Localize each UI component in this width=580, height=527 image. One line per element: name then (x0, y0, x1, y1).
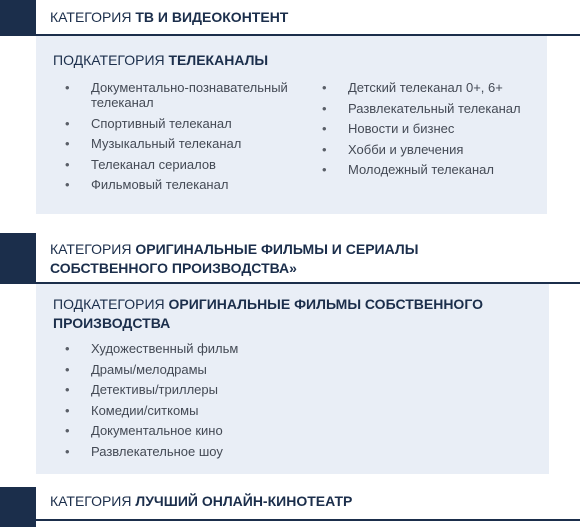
subcategory-prefix: ПОДКАТЕГОРИЯ (53, 296, 169, 312)
subcategory-name: ОРИГИНАЛЬНЫЕ ФИЛЬМЫ СОБСТВЕННОГО ПРОИЗВОДСТВА (53, 296, 483, 331)
category-name: ЛУЧШИЙ ОНЛАЙН-КИНОТЕАТР (135, 493, 353, 509)
list-item: • Детский телеканал 0+, 6+ (322, 80, 542, 95)
list-item: • Телеканал сериалов (65, 157, 305, 172)
subcategory-list-right (322, 80, 542, 183)
category-name: ТВ И ВИДЕОКОНТЕНТ (135, 9, 289, 25)
list-item: • Музыкальный телеканал (65, 136, 305, 151)
list-item: • Фильмовый телеканал (65, 177, 305, 192)
list-item: • Комедии/ситкомы (65, 403, 325, 418)
list-item: • Развлекательный телеканал (322, 101, 542, 116)
subcategory-prefix: ПОДКАТЕГОРИЯ (53, 52, 169, 68)
category-prefix: КАТЕГОРИЯ (50, 241, 136, 257)
list-item: • Новости и бизнес (322, 121, 542, 136)
list-item: • Документальное кино (65, 423, 325, 438)
category-underline (36, 519, 580, 521)
subcategory-list (65, 341, 325, 464)
category-marker (0, 487, 36, 527)
list-item: • Документально-познавательный телеканал (65, 80, 305, 110)
category-marker (0, 233, 36, 284)
category-name: ОРИГИНАЛЬНЫЕ ФИЛЬМЫ И СЕРИАЛЫ СОБСТВЕННОГО ПРОИЗВОДСТВА» (50, 241, 419, 276)
subcategory-title (53, 295, 533, 333)
list-item: • Молодежный телеканал (322, 162, 542, 177)
subcategory-title (53, 51, 533, 70)
subcategory-list-left (65, 80, 305, 198)
list-item: • Детективы/триллеры (65, 382, 325, 397)
category-title (50, 240, 490, 278)
category-title (50, 492, 550, 511)
category-prefix: КАТЕГОРИЯ (50, 9, 136, 25)
list-item: • Хобби и увлечения (322, 142, 542, 157)
list-item: • Драмы/мелодрамы (65, 362, 325, 377)
list-item: • Спортивный телеканал (65, 116, 305, 131)
subcategory-name: ТЕЛЕКАНАЛЫ (168, 52, 269, 68)
list-item: • Художественный фильм (65, 341, 325, 356)
category-prefix: КАТЕГОРИЯ (50, 493, 136, 509)
list-item: • Развлекательное шоу (65, 444, 325, 459)
category-title (50, 8, 570, 27)
category-marker (0, 0, 36, 36)
